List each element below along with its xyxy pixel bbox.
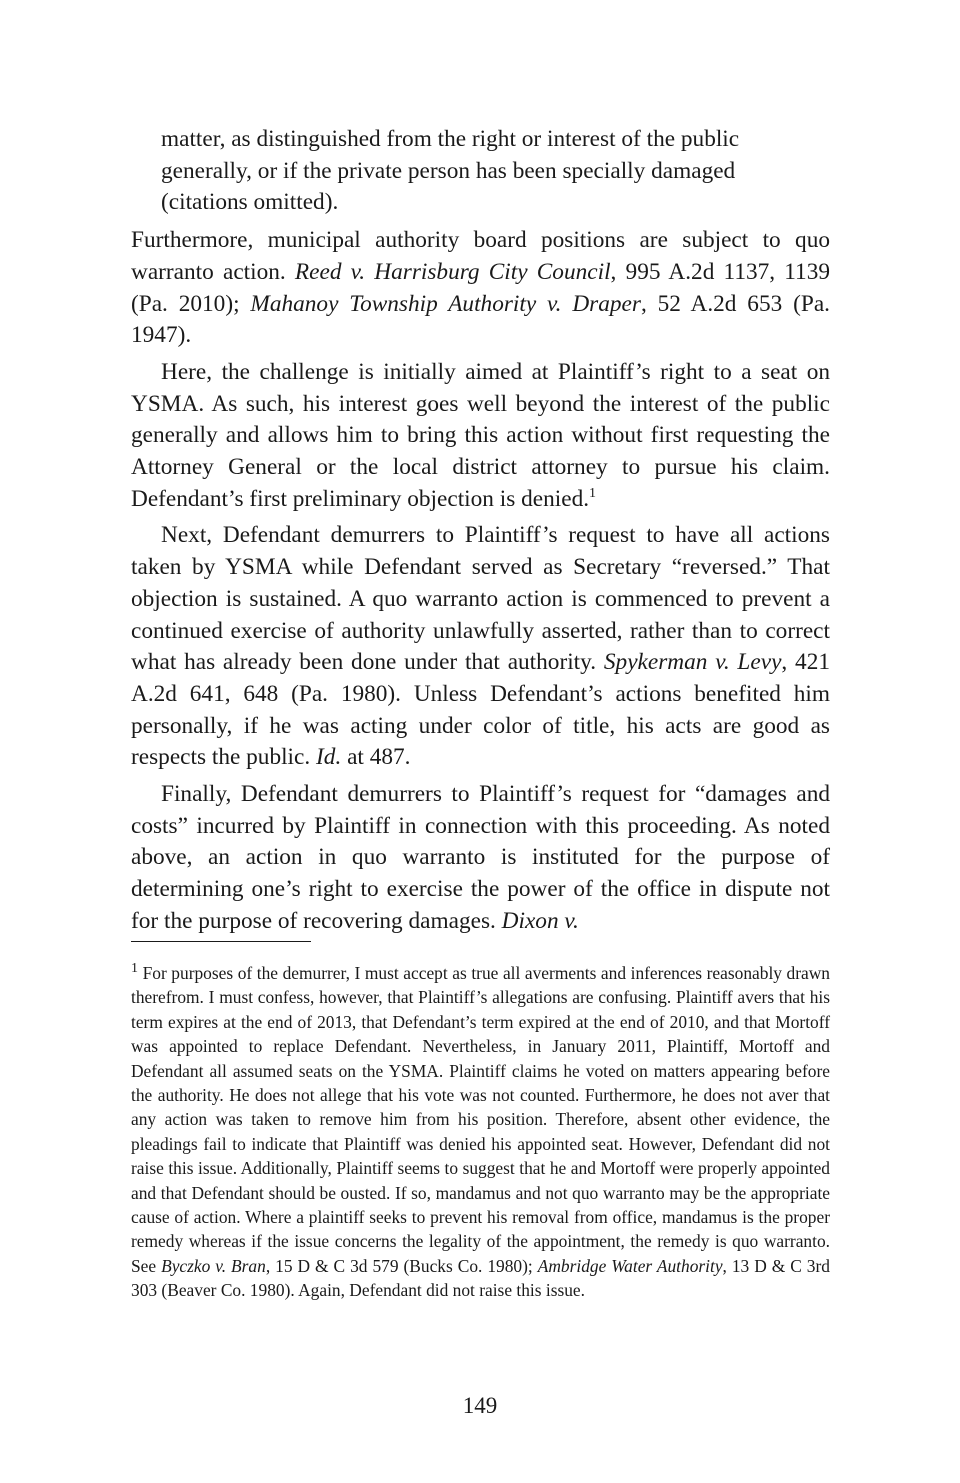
- case-citation: Ambridge Water Authority: [537, 1255, 723, 1276]
- paragraph-actions-reversed: [131, 520, 830, 774]
- case-citation: Reed v. Harrisburg City Council: [294, 258, 611, 285]
- case-citation: Id.: [316, 744, 342, 771]
- footnote-divider: [131, 941, 311, 942]
- paragraph-plaintiff-seat: [131, 357, 830, 516]
- case-citation: Spykerman v. Levy: [603, 649, 782, 676]
- paragraph-text: Furthermore, municipal authority board positions are subject to quo warranto action.: [131, 227, 830, 285]
- paragraph-text: Here, the challenge is initially aimed at Plaintiff’s right to a seat on YSMA. As such, his interest goes well beyond the interest of the public generally and allows him to bring this action without first requesting the Attorney General or the local district attorney to pursue his claim. Defendant’s first preliminary objection is denied.: [131, 358, 830, 512]
- footnote-marker: 1: [131, 961, 138, 977]
- paragraph-text: at 487.: [341, 744, 411, 771]
- paragraph-text: Next, Defendant demurrers to Plaintiff’s request to have all actions taken by YSMA while Defendant served as Secretary “reversed.” That objection is sustained. A quo warranto action is commenced to prevent a continued exercise of authority unlawfully asserted, rather than to correct what has already been done under that authority.: [131, 522, 830, 676]
- case-citation: Byczko v. Bran: [161, 1255, 266, 1276]
- case-citation: Mahanoy Township Authority v. Draper: [250, 290, 641, 317]
- paragraph-text: , 995 A.2d 1137, 1139 (Pa. 2010);: [131, 258, 830, 317]
- paragraph-text: , 421 A.2d 641, 648 (Pa. 1980). Unless Defendant’s actions benefited him personally, if he was acting under color of title, his acts are good as respects the public.: [131, 649, 830, 771]
- paragraph-text: Finally, Defendant demurrers to Plaintiff’s request for “damages and costs” incurred by Plaintiff in connection with this proceeding. As noted above, an action in quo warranto is instituted for the purpose of determining one’s right to exercise the power of the office in dispute not for the purpose of recovering damages.: [131, 781, 830, 934]
- footnote-body: , 13 D & C 3rd 303 (Beaver Co. 1980). Again, Defendant did not raise this issue.: [131, 1255, 830, 1301]
- block-quote: [161, 124, 801, 219]
- footnote-body: , 15 D & C 3d 579 (Bucks Co. 1980);: [265, 1255, 538, 1276]
- body-text: [131, 124, 830, 938]
- case-citation: Dixon v.: [501, 907, 579, 934]
- footnote: [131, 961, 830, 1303]
- footnote-body: For purposes of the demurrer, I must accept as true all averments and inferences reasonably drawn therefrom. I must confess, however, that Plaintiff’s allegations are confusing. Plaintiff avers that his term expires at the end of 2013, that Defendant’s term expired at the end of 2010, and that Mortoff was appointed to replace Defendant. Nevertheless, in January 2011, Plaintiff, Mortoff and Defendant all assumed seats on the YSMA. Plaintiff claims he voted on matters appearing before the authority. He does not allege that his vote was not counted. Furthermore, he does not aver that any action was taken to remove him from his position. Therefore, absent other evidence, the pleadings fail to indicate that Plaintiff was denied his appointed seat. However, Defendant did not raise this issue. Additionally, Plaintiff seems to suggest that he and Mortoff were properly appointed and that Defendant should be ousted. If so, mandamus and not quo warranto may be the appropriate cause of action. Where a plaintiff seeks to prevent his removal from office, mandamus is the proper remedy whereas if the issue concerns the legality of the appointment, the remedy is quo warranto. See: [131, 963, 830, 1276]
- block-quote-text: matter, as distinguished from the right or interest of the public generally, or if the private person has been specially damaged (citations omitted).: [161, 126, 740, 216]
- footnote-reference[interactable]: 1: [589, 485, 597, 501]
- page-number: 149: [462, 1393, 498, 1418]
- footnote-text: [131, 961, 830, 1303]
- paragraph-quo-warranto-positions: [131, 225, 830, 352]
- paragraph-damages-costs: [131, 779, 830, 938]
- paragraph-text: , 52 A.2d 653 (Pa. 1947).: [131, 290, 830, 349]
